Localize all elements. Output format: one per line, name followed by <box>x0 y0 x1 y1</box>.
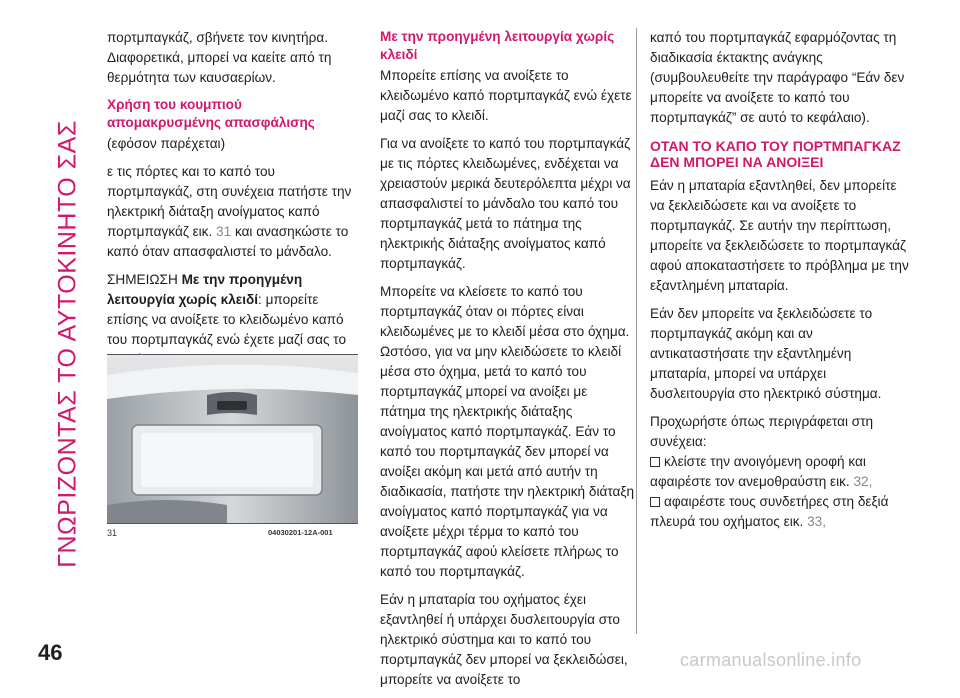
trunk-lid-figure <box>107 354 358 524</box>
checkbox-bullet-icon <box>650 497 660 507</box>
text: ε τις πόρτες και το καπό του πορτμπαγκάζ, στη συνέχεια πατήστε την ηλεκτρική διάταξη ανοίγματος καπό πορτμπαγκάζ εικ. <box>107 164 352 239</box>
bullet-item <box>650 492 910 532</box>
figure-reference[interactable]: 33, <box>807 514 826 529</box>
section-heading: Με την προηγμένη λειτουργία χωρίς κλειδί <box>380 29 615 62</box>
figure-reference[interactable]: 31 <box>216 224 232 239</box>
chapter-side-tab <box>50 30 86 658</box>
heading-note: (εφόσον παρέχεται) <box>107 136 226 151</box>
section-heading: Χρήση του κουμπιού απομακρυσμένης απασφάλισης <box>107 97 315 130</box>
paragraph: πορτμπαγκάζ, σβήνετε τον κινητήρα. Διαφορετικά, μπορεί να καείτε από τη θερμότητα των καυσαερίων. <box>107 30 332 85</box>
column-3 <box>650 28 910 540</box>
paragraph: καπό του πορτμπαγκάζ εφαρμόζοντας τη διαδικασία έκτακτης ανάγκης (συμβουλευθείτε την παράγραφο “Εάν δεν μπορείτε να ανοίξετε το καπό του πορτμπαγκάζ” σε αυτό το κεφάλαιο). <box>650 30 905 125</box>
note-prefix: ΣΗΜΕΙΩΣΗ <box>107 272 178 287</box>
text: κλείστε την ανοιγόμενη οροφή και αφαιρέστε τον ανεμοθραύστη εικ. <box>650 454 866 489</box>
section-heading: ΟΤΑΝ ΤΟ ΚΑΠΟ ΤΟΥ ΠΟΡΤΜΠΑΓΚΑΖ ΔΕΝ ΜΠΟΡΕΙ ΝΑ ΑΝΟΙΞΕΙ <box>650 138 901 170</box>
figure-reference[interactable]: 32, <box>853 474 873 489</box>
note-text: : μπορείτε επίσης να ανοίξετε το κλειδωμένο καπό του πορτμπαγκάζ ενώ έχετε μαζί σας το <box>107 292 347 347</box>
paragraph: Εάν δεν μπορείτε να ξεκλειδώσετε το πορτμπαγκάζ ακόμη και αν αντικαταστήσατε την εξαντλημένη μπαταρία, μπορεί να υπάρχει δυσλειτουργία στο ηλεκτρικό σύστημα. <box>650 306 882 401</box>
paragraph: Εάν η μπαταρία εξαντληθεί, δεν μπορείτε να ξεκλειδώσετε και να ανοίξετε το πορτμπαγκάζ. Σε αυτήν την περίπτωση, μπορείτε να ξεκλειδώσετε το πορτμπαγκάζ αφού αποκαταστήσετε το πρόβλημα με την εξαντλημένη μπαταρία. <box>650 178 909 293</box>
column-2 <box>380 28 635 698</box>
chapter-title: ΓΝΩΡΙΖΟΝΤΑΣ ΤΟ ΑΥΤΟΚΙΝΗΤΟ ΣΑΣ <box>53 120 82 568</box>
text: αφαιρέστε τους συνδετήρες στη δεξιά πλευρά του οχήματος εικ. <box>650 494 889 529</box>
checkbox-bullet-icon <box>650 457 660 467</box>
bullet-item <box>650 452 910 492</box>
paragraph <box>107 162 359 262</box>
paragraph: Προχωρήστε όπως περιγράφεται στη συνέχεια: <box>650 414 874 449</box>
figure-number: 31 <box>107 528 118 538</box>
note-bold: Με την προηγμένη λειτουργία χωρίς κλειδί <box>107 272 303 307</box>
paragraph: Για να ανοίξετε το καπό του πορτμπαγκάζ με τις πόρτες κλειδωμένες, ενδέχεται να χρειαστούν μερικά δευτερόλεπτα μέχρι να απασφαλιστεί το μάνδαλο του καπό του πορτμπαγκάζ μετά το πάτημα της ηλεκτρικής διάταξης ανοίγματος καπό πορτμπαγκάζ. <box>380 136 631 271</box>
watermark: carmanualsonline.info <box>680 650 862 670</box>
paragraph: Εάν η μπαταρία του οχήματος έχει εξαντληθεί ή υπάρχει δυσλειτουργία στο ηλεκτρικό σύστημα και το καπό του πορτμπαγκάζ δεν μπορεί να ξεκλειδώσει, μπορείτε να ανοίξετε το <box>380 592 628 687</box>
trunk-lid-illustration <box>107 355 358 523</box>
column-1 <box>107 28 359 378</box>
paragraph: Μπορείτε επίσης να ανοίξετε το κλειδωμένο καπό πορτμπαγκάζ ενώ έχετε μαζί σας το κλειδί. <box>380 68 632 123</box>
page-number: 46 <box>38 640 63 665</box>
text: και ανασηκώστε το καπό όταν απασφαλιστεί το μάνδαλο. <box>107 224 349 259</box>
figure-code: 04030201-12A-001 <box>268 528 333 537</box>
paragraph: Μπορείτε να κλείσετε το καπό του πορτμπαγκάζ όταν οι πόρτες είναι κλειδωμένες με το κλειδί μέσα στο όχημα. Ωστόσο, για να μην κλειδώσετε το κλειδί μέσα στο όχημα, μετά το καπό του πορτμπαγκάζ μπορεί να ανοίξει με πάτημα της ηλεκτρικής διάταξης ανοίγματος καπό πορτμπαγκάζ. Εάν το καπό του πορτμπαγκάζ δεν μπορεί να ανοίξει ακόμη και μετά από αυτήν τη διαδικασία, πατήστε την ηλεκτρική διάταξη ανοίγματος καπό πορτμπαγκάζ για να ανοίξετε μέχρι τέρμα το καπό του πορτμπαγκάζ αφού κλείσετε πλήρως το καπό του πορτμπαγκάζ. <box>380 284 635 579</box>
column-divider <box>636 28 637 634</box>
